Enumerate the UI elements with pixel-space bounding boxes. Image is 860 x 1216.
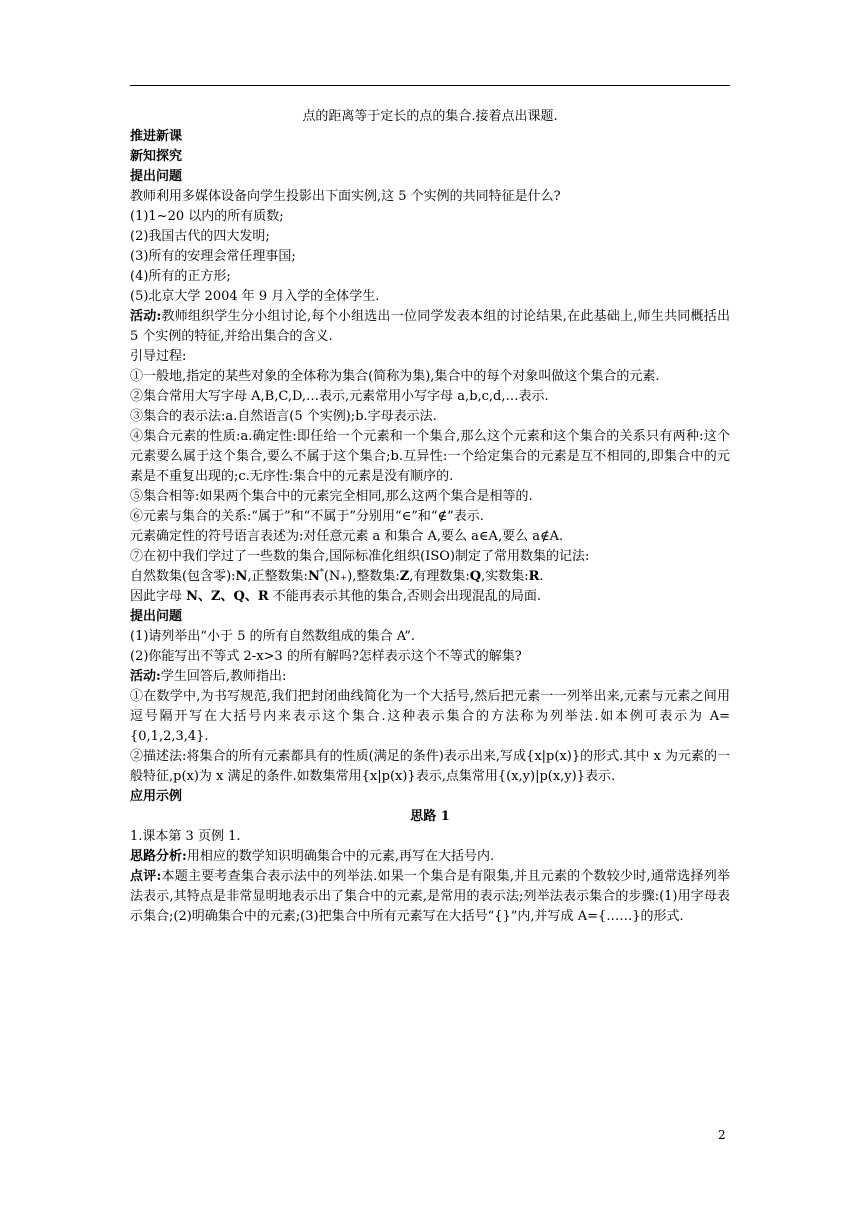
superscript: *	[319, 567, 324, 577]
paragraph: ①在数学中,为书写规范,我们把封闭曲线简化为一个大括号,然后把元素一一列举出来,元素与元素之间用逗号隔开写在大括号内来表示这个集合.这种表示集合的方法称为列举法.如本例可表示为 A={0,1,2,3,4}.	[130, 689, 730, 744]
paragraph-text: 学生回答后,教师指出:	[160, 669, 287, 684]
text-run: ,正整数集:	[247, 569, 308, 584]
section-heading: 新知探究	[130, 149, 183, 164]
text-run: 不能再表示其他的集合,否则会出现混乱的局面.	[268, 589, 542, 604]
paragraph	[130, 587, 730, 607]
paragraph: 元素确定性的符号语言表述为:对任意元素 a 和集合 A,要么 a∈A,要么 a∉A.	[130, 529, 564, 544]
inline-label: 点评:	[130, 869, 162, 884]
paragraph: 1.课本第 3 页例 1.	[130, 829, 241, 844]
text-run: (N₊),整数集:	[323, 569, 400, 584]
inline-label: 活动:	[130, 309, 162, 324]
list-item: (2)你能写出不等式 2-x>3 的所有解吗?怎样表示这个不等式的解集?	[130, 649, 522, 664]
paragraph: ⑦在初中我们学过了一些数的集合,国际标准化组织(ISO)制定了常用数集的记法:	[130, 549, 590, 564]
paragraph: 引导过程:	[130, 349, 187, 364]
section-heading: 提出问题	[130, 169, 183, 184]
list-item: (5)北京大学 2004 年 9 月入学的全体学生.	[130, 289, 380, 304]
header-rule	[130, 85, 730, 86]
symbol-run: Z	[399, 569, 410, 584]
text-run: 自然数集(包含零):	[130, 569, 236, 584]
list-item: (4)所有的正方形;	[130, 269, 231, 284]
symbol-run: N	[307, 569, 320, 584]
paragraph	[130, 847, 730, 867]
list-item: (2)我国古代的四大发明;	[130, 229, 270, 244]
paragraph: ⑥元素与集合的关系:“属于”和“不属于”分别用“∈”和“∉”表示.	[130, 509, 484, 524]
page-number: 2	[718, 1128, 726, 1142]
list-item: (3)所有的安理会常任理事国;	[130, 249, 296, 264]
text-run: 因此字母	[130, 589, 187, 604]
inline-label: 活动:	[130, 669, 161, 684]
paragraph: ⑤集合相等:如果两个集合中的元素完全相同,那么这两个集合是相等的.	[130, 489, 533, 504]
symbol-run: Q	[469, 569, 482, 584]
symbol-run: N	[235, 569, 248, 584]
text-run: ,有理数集:	[409, 569, 470, 584]
paragraph: ②描述法:将集合的所有元素都具有的性质(满足的条件)表示出来,写成{x|p(x)}的形式.其中 x 为元素的一般特征,p(x)为 x 满足的条件.如数集常用{x|p(x)}表示,点集常用{(x,y)|p(x,y)}表示.	[130, 749, 730, 784]
section-heading: 应用示例	[130, 789, 183, 804]
text-run: .	[539, 569, 544, 584]
paragraph: ③集合的表示法:a.自然语言(5 个实例);b.字母表示法.	[130, 409, 437, 424]
section-heading: 推进新课	[130, 129, 183, 144]
paragraph: 教师利用多媒体设备向学生投影出下面实例,这 5 个实例的共同特征是什么?	[130, 189, 561, 204]
symbol-run: N、Z、Q、R	[186, 589, 269, 604]
paragraph: ②集合常用大写字母 A,B,C,D,…表示,元素常用小写字母 a,b,c,d,…表示.	[130, 389, 549, 404]
document-body	[130, 107, 730, 927]
inline-label: 思路分析:	[130, 849, 187, 864]
paragraph: ④集合元素的性质:a.确定性:即任给一个元素和一个集合,那么这个元素和这个集合的关系只有两种:这个元素要么属于这个集合,要么不属于这个集合;b.互异性:一个给定集合的元素是互不相同的,即集合中的元素是不重复出现的;c.无序性:集合中的元素是没有顺序的.	[130, 429, 730, 484]
paragraph	[130, 567, 730, 587]
paragraph-text: 用相应的数学知识明确集合中的元素,再写在大括号内.	[186, 849, 495, 864]
paragraph	[130, 867, 730, 927]
paragraph	[130, 307, 730, 347]
paragraph: ①一般地,指定的某些对象的全体称为集合(简称为集),集合中的每个对象叫做这个集合的元素.	[130, 369, 660, 384]
paragraph-text: 本题主要考查集合表示法中的列举法.如果一个集合是有限集,并且元素的个数较少时,通常选择列举法表示,其特点是非常显明地表示出了集合中的元素,是常用的表示法;列举法表示集合的步骤:(1)用字母表示集合;(2)明确集合中的元素;(3)把集合中所有元素写在大括号“{}”内,并写成 A={……}的形式.	[130, 869, 730, 924]
list-item: (1)请列举出“小于 5 的所有自然数组成的集合 A”.	[130, 629, 415, 644]
section-heading: 提出问题	[130, 609, 183, 624]
list-item: (1)1~20 以内的所有质数;	[130, 209, 284, 224]
intro-line: 点的距离等于定长的点的集合.接着点出课题.	[302, 109, 558, 124]
subsection-heading: 思路 1	[410, 809, 450, 824]
paragraph	[130, 667, 730, 687]
symbol-run: R	[528, 569, 540, 584]
text-run: ,实数集:	[481, 569, 529, 584]
paragraph-text: 教师组织学生分小组讨论,每个小组选出一位同学发表本组的讨论结果,在此基础上,师生共同概括出 5 个实例的特征,并给出集合的含义.	[130, 309, 730, 344]
